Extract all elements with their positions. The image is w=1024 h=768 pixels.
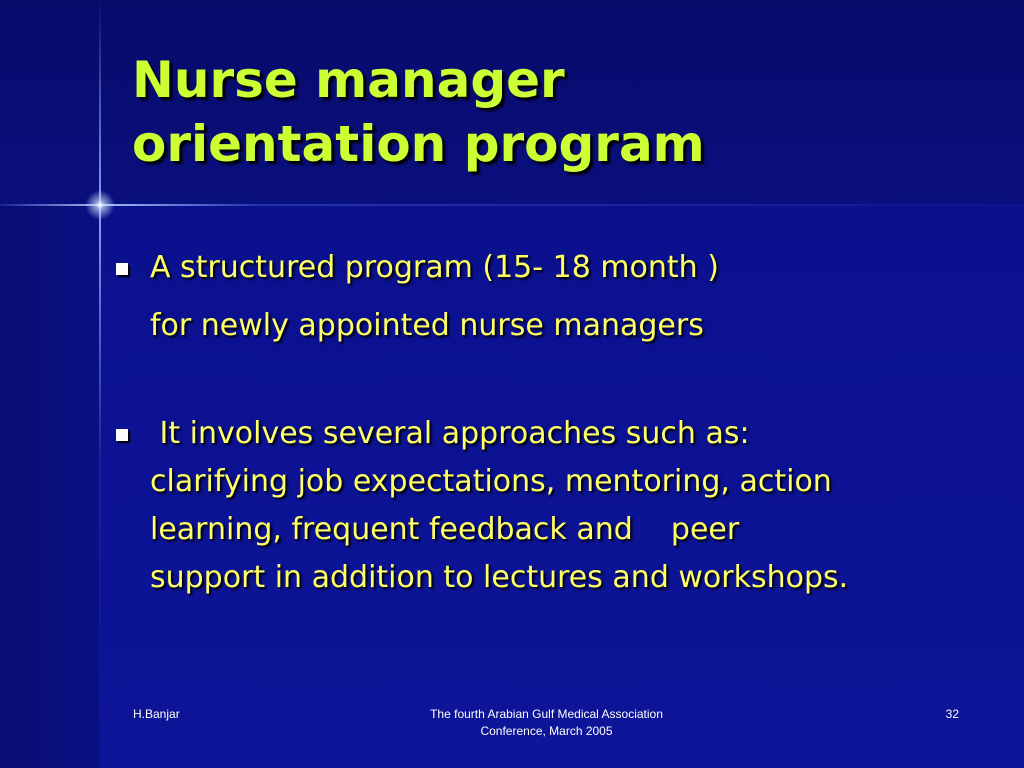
bullet-2-line-1: It involves several approaches such as: (150, 416, 750, 451)
horizontal-light-line (0, 204, 1024, 206)
bullet-item-2 (110, 410, 990, 602)
slide-body (110, 244, 990, 602)
slide-title (132, 48, 992, 176)
left-accent-strip (0, 205, 100, 768)
footer-event-line-2: Conference, March 2005 (480, 724, 613, 738)
vertical-light-line (99, 0, 101, 768)
bullet-2-line-2: clarifying job expectations, mentoring, action (150, 464, 832, 499)
square-bullet-icon (116, 429, 128, 441)
bullet-2-line-4: support in addition to lectures and workshops. (150, 560, 849, 595)
footer-page-number: 32 (945, 707, 959, 721)
footer-author: H.Banjar (133, 707, 180, 721)
title-line-2: orientation program (132, 115, 705, 173)
footer-event-line-1: The fourth Arabian Gulf Medical Association (430, 707, 663, 721)
bullet-1-line-2: for newly appointed nurse managers (150, 308, 704, 343)
bullet-item-1 (110, 244, 990, 350)
footer-event (380, 706, 713, 740)
bullet-1-line-1: A structured program (15- 18 month ) (150, 250, 719, 285)
bullet-2-line-3: learning, frequent feedback and peer (150, 512, 740, 547)
title-line-1: Nurse manager (132, 51, 565, 109)
square-bullet-icon (116, 263, 128, 275)
sparkle-icon (85, 190, 115, 220)
